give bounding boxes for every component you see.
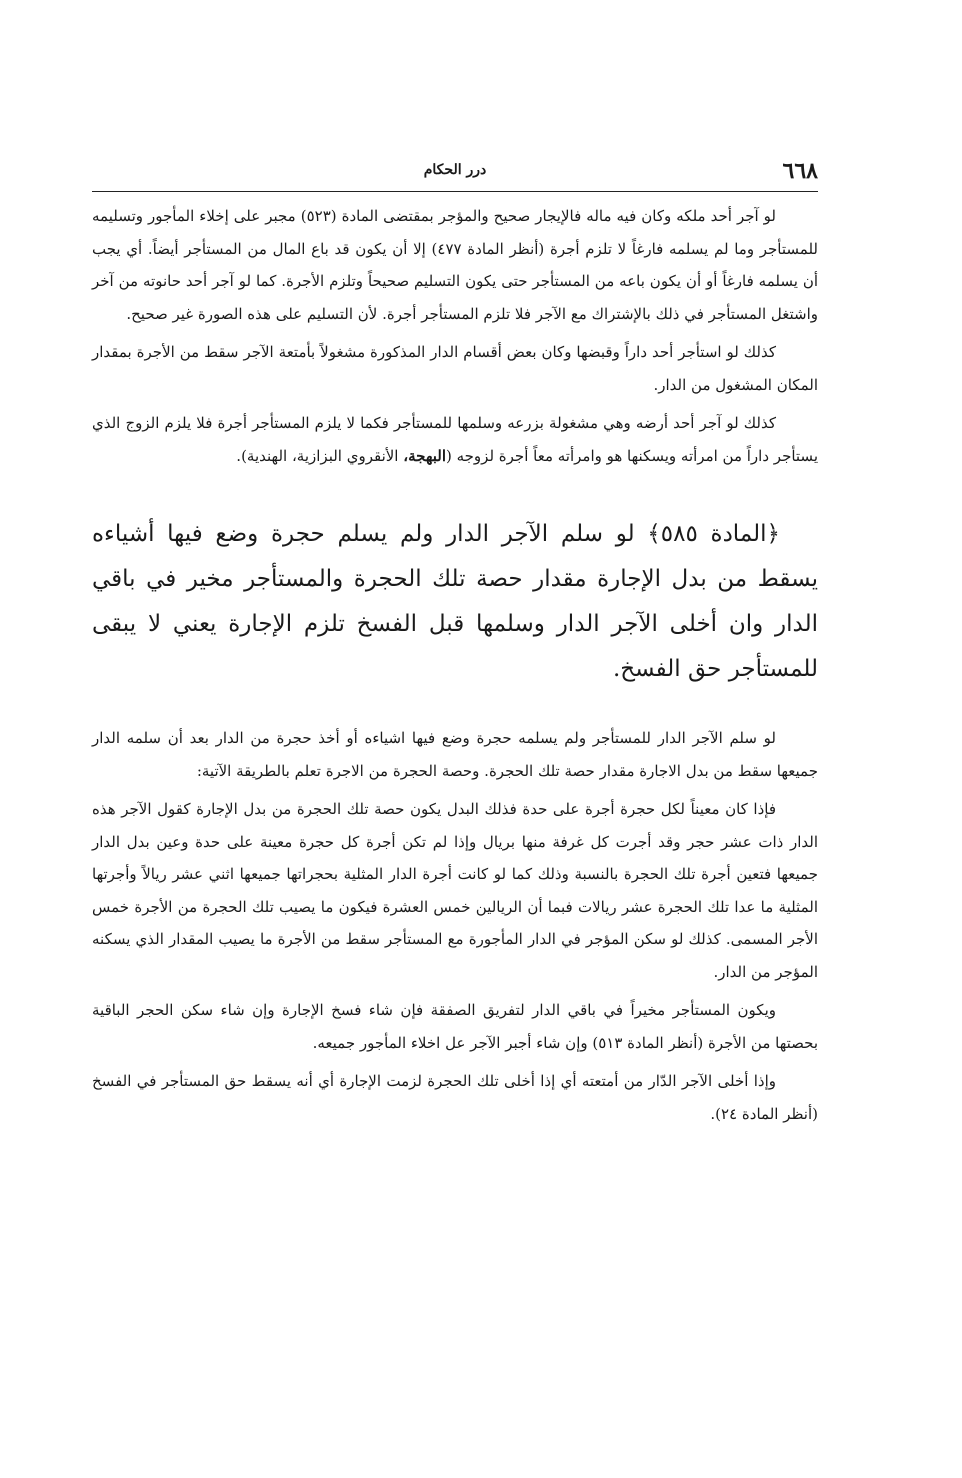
page-body xyxy=(92,200,818,1136)
paragraph-lessee-option: ويكون المستأجر مخيراً في باقي الدار لتفريق الصفقة فإن شاء فسخ الإجارة وإن شاء سكن الحجر الباقية بحصتها من الأجرة (أنظر المادة ٥١٣) وإن شاء أجبر الآجر عل اخلاء المأجور جميعه. xyxy=(92,1001,818,1052)
paragraph-text-rest: الأنقروي البزازية، الهندية). xyxy=(236,446,404,465)
header-rule xyxy=(92,191,818,192)
paragraph-vacant-delivery: لو آجر أحد ملكه وكان فيه ماله فالإيجار صحيح والمؤجر بمقتضى المادة (٥٢٣) مجبر على إخلاء المأجور وتسليمه للمستأجر وما لم يسلمه فارغاً لا تلزم أجرة (أنظر المادة ٤٧٧) إلا أن يكون قد باع المال من المستأجر أيضاً. أي يجب أن يسلمه فارغاً أو أن يكون باعه من المستأجر حتى يكون التسليم صحيحاً وتلزم الأجرة. كما لو آجر أحد حانوته من آخر واشتغل المستأجر في ذلك بالإشتراك مع الآجر فلا تلزم المستأجر أجرة. لأن التسليم على هذه الصورة غير صحيح. xyxy=(92,207,818,323)
paragraph-text: كذلك لو آجر أحد أرضه وهي مشغولة بزرعه وسلمها للمستأجر فكما لا يلزم المستأجر أجرة فلا يلزم الزوج الذي يستأجر داراً من امرأته ويسكنها هو وامرأته معاً أجرة لزوجه ( xyxy=(92,414,818,465)
source-reference: البهجة، xyxy=(403,446,446,465)
paragraph-room-share: لو سلم الآجر الدار للمستأجر ولم يسلمه حجرة وضع فيها اشياءه أو أخذ حجرة من الدار بعد أن سلمه الدار جميعها سقط من بدل الاجارة مقدار حصة تلك الحجرة. وحصة الحجرة من الاجرة تعلم بالطريقة الآتية: xyxy=(92,729,818,780)
article-585 xyxy=(92,512,818,692)
paragraph-share-calculation: فإذا كان معيناً لكل حجرة أجرة على حدة فذلك البدل يكون حصة تلك الحجرة من بدل الإجارة كقول الآجر هذه الدار ذات عشر حجر وقد أجرت كل غرفة منها بريال وإذا لم تكن أجرة كل حجرة معينة على حدة وعين بدل الدار جميعها فتعين أجرة تلك الحجرة بالنسبة وذلك كما لو كانت أجرة الدار المثلية بحجراتها جميعها اثني عشر ريالاً وأجرتها المثلية ما عدا تلك الحجرة عشر ريالات فبما أن الريالين خمس العشرة فيكون ما يصيب تلك الحجرة من الأجرة خمس الأجر المسمى. كذلك لو سكن المؤجر في الدار المأجورة مع المستأجر سقط من الأجرة ما يصيب المقدار الذي يسكنه المؤجر من الدار. xyxy=(92,800,818,981)
running-title: درر الحكام xyxy=(423,162,487,178)
page-number: ٦٦٨ xyxy=(782,158,818,184)
article-label: ﴿المادة ٥٨٥﴾ xyxy=(647,521,780,547)
spacer xyxy=(92,478,818,512)
paragraph-land-and-spouse xyxy=(92,407,818,472)
paragraph-occupied-section: كذلك لو استأجر أحد داراً وقبضها وكان بعض أقسام الدار المذكورة مشغولاً بأمتعة الآجر سقط من الأجرة بمقدار المكان المشغول من الدار. xyxy=(92,343,818,394)
paragraph-vacating-binding: وإذا أخلى الآجر الدّار من أمتعته أي إذا أخلى تلك الحجرة لزمت الإجارة أي أنه يسقط حق المستأجر في الفسخ (أنظر المادة ٢٤). xyxy=(92,1072,818,1123)
page-header xyxy=(92,158,818,190)
article-text: لو سلم الآجر الدار ولم يسلم حجرة وضع فيها أشياءه يسقط من بدل الإجارة مقدار حصة تلك الحجرة والمستأجر مخير في باقي الدار وان أخلى الآجر الدار وسلمها قبل الفسخ تلزم الإجارة يعني لا يبقى للمستأجر حق الفسخ. xyxy=(92,521,818,682)
